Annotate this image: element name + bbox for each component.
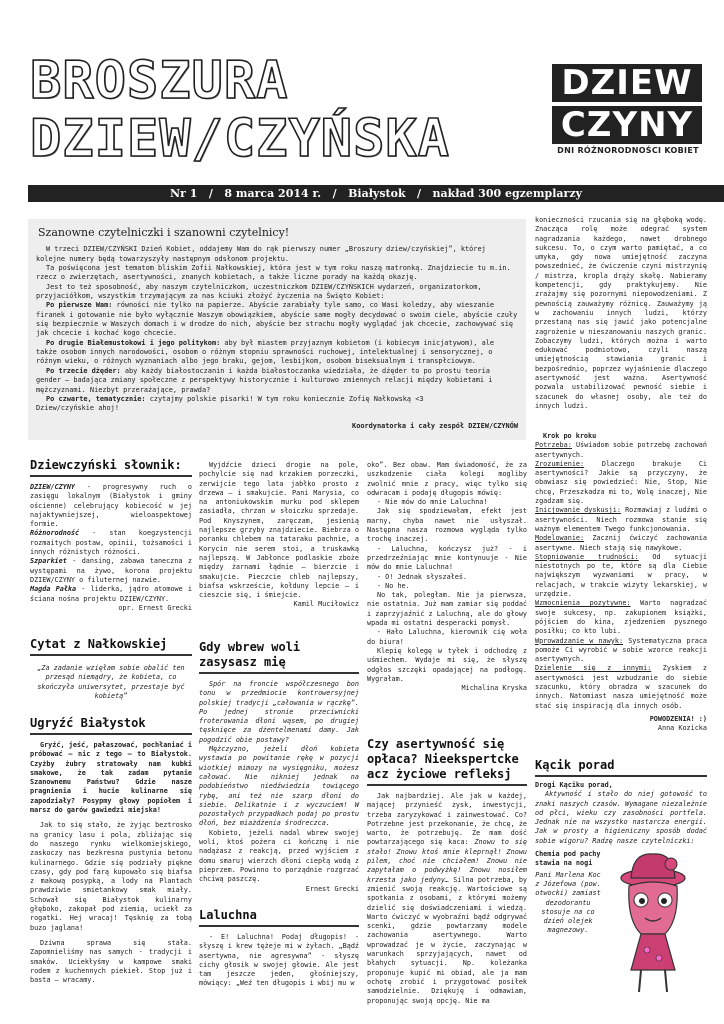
col2-top <box>199 461 359 610</box>
cytat-text: „Za zadanie wzięłam sobie obalić ten przesąd niemądry, że kobieta, co skończyła uniwersytet, przestaje być kobietą” <box>37 664 185 700</box>
wbrew-lead: Spór na froncie współczesnego bon tonu w przedmiocie kontrowersyjnej polskiej tradycji „całowania w rączkę”. Po jednej stronie przeciwnicki froterowania dłoni wąsem, po drugiej tęsknięce za dżentelmenami damy. Jak pogodzić obie postawy? <box>199 680 359 744</box>
greeting-closing: Dziew/czyńskie ahoj! <box>36 404 119 413</box>
laluchna-line: - O! Jednak słyszałeś. <box>377 572 468 581</box>
laluchna-line: - Laluchna, kończysz już? - i przedrzeźniając mnie kontynuuje - Nie mów do mnie Laluchna! <box>367 544 527 572</box>
masthead-line-1: BROSZURA <box>30 51 289 111</box>
krok-item: Zrozumienie: Dlaczego brakuje Ci asertywności? Jakie są przyczyny, że obawiasz się powiedzieć: Nie, Stop, Nie chcę, Przeszkadza mi to, Wolę inaczej, Nie zgadzam się. <box>535 459 707 506</box>
krok-item: Wprowadzanie w nawyk: Systematyczna praca pomoże Ci wyrobić w sobie wzorce reakcji asertywnych. <box>535 636 707 664</box>
czy-section <box>367 737 527 1006</box>
masthead <box>30 52 530 168</box>
kacik-answer: Pani Marlena Koc z Józefowa (pow. otwocki) zamiast dezodorantu stosuje na co dzień olejek magnezowy. <box>535 870 601 935</box>
laluchna-paragraph: - E! Laluchna! Podaj długopis! - słyszę i krew tężeje mi w żyłach. „Bądź asertywna, nie agresywna” - słyszę cichy głosik w swojej głowie. Ale jest tam jeszcze jeden, głośniejszy, mówiący: „Weź ten długopis i wbij mu w <box>199 933 359 988</box>
wish-3: Po trzecie dżęder: aby każdy białostoczanin i każda białostoczanka wiedziała, że dżęder to po prostu teoria gender – badająca zmiany społeczne z perspektywy historycznie i kulturowo zmiennych relacji między kobietami i mężczyznami. Niezbyt przerażające, prawda? <box>36 366 493 394</box>
logo-word-1: DZIEW <box>552 64 702 102</box>
cytat-section <box>30 637 192 701</box>
dziewczyny-logo <box>552 64 704 155</box>
greeting-paragraph: Jest to też sposobność, aby naszym czytelniczkom, uczestniczkom DZIEW/CZYŃSKICH wydarzeń, organizatorkom, przyjaciółkom, wszystkim trzymającym za nas kciuki złożyć życzenia na Święto Kobiet: <box>36 282 482 301</box>
masthead-line-2: DZIEW/CZYŃSKA <box>30 109 450 169</box>
ugryz-paragraph: Dziwna sprawa się stała. Zapomnieliśmy nas samych - tradycji i smaków. Uciekłyśmy w kampowe smaki rodem z kuchennych piekieł. Stop już i basta – wracamy. <box>30 938 192 985</box>
wbrew-advice: Mężczyzno, jeżeli dłoń kobieta wystawia po powitanie rękę w pozycji wiotkiej mimozy na wysięgniku, możesz całować. Nie nikniej jednak na podobieństwo niedźwiedzia towiącego rybę, ani też nie szarp dłoni do siebie. Delikatnie i z wyczuciem! W pozostałych przypadkach podaj po prostu dłoń, bez miażdżenia środreczca. <box>199 745 359 828</box>
kacik-subtitle: Chemia pod pachy stawia na nogi <box>535 850 601 868</box>
ugryz-lead: Gryźć, jeść, pałaszować, pochłaniać i próbować – nic z tego – to Białystok. Czyżby żubry stratowały nam kubki smakowe, że tak zadam pytanie Szanownemu Państwu? Gdzie nasze pragnienia i hucie kulinarne się zapodziały? Posypmy głowy popiołem i marsz do garów gawiedzi miejska! <box>30 741 192 815</box>
wbrew-author: Ernest Grecki <box>305 884 359 893</box>
wish-4: Po czwarte, tematycznie: czytajmy polskie pisarki! W tym roku koniecznie Zofię Nałkowską <3 <box>46 394 424 403</box>
ugryz-paragraph: Jak to się stało, że żyjąc beztrosko na granicy lasu i pola, zbliżając się do naszego rynku wielkomiejskiego, zaskoczy nas bezkresna pustynia betonu kulinarnego. Gdzie się podziały piękne czasy, gdy pod farą kupowało się biafsa z makową posypką, a lody na Plantach prawdziwie smietankowy smak miały. Schował się Białystok kulinarny głęboko, zakopał pod ziemią, uciekł za rogatki. Hej wracaj! Tęsknię za tobą buzo jaglana! <box>30 821 192 932</box>
kacik-title: Kącik porad <box>535 758 707 777</box>
laluchna-line: No tak, poległam. Nie ja pierwsza, nie ostatnia. Już mam zamiar się poddać i zaprzyjaźnić z Laluchną, ale do głowy wpada mi ostatni desperacki pomysł. <box>367 591 527 628</box>
logo-word-2: CZYNY <box>552 106 702 144</box>
slownik-title: Dziewczyński słownik: <box>30 458 192 477</box>
krok-item: Modelowanie: Zacznij ćwiczyć zachowania asertywne. Niech stają się nawykowe. <box>535 534 707 552</box>
kacik-salutation: Drogi Kąciku porad, <box>535 781 613 789</box>
greeting-paragraph: W trzeci DZIEW/CZYŃSKI Dzień Kobiet, oddajemy Wam do rąk pierwszy numer „Broszury dziew/czyńskiej”, której kolejne numery będą towarzyszyły następnym odsłonom projektu. <box>36 245 486 263</box>
wish-1: Po pierwsze Wam: równości nie tylko na papierze. Abyście zarabiały tyle samo, co Wasi koledzy, aby wieszanie firanek i gotowanie nie było wyłącznie Waszym obowiązkiem, abyście same mogły decydować o swoim ciele, abyście czuły się bezpiecznie w Waszych domach i w drodze do nich, abyście bez strachu mogły wyglądać jak chcecie, zachowywać się jak chcecie i kochać kogo chcecie. <box>36 301 518 338</box>
kacik-question: Aktywność i stało do niej gotowość to znaki naszych czasów. Wymagane niezależnie od płci, wieku czy zasobności portfela. Jednak nie na wszystko nastarcza energii. Jak w prosty a higieniczny sposób dodać sobie wigoru? Radzę nasze czytelniczki: <box>535 790 707 845</box>
greeting-signature: Koordynatorka i cały zespół DZIEW/CZYNÓW <box>352 421 518 430</box>
laluchna-line: - Hało Laluchna, kierownik cię woła do biura! <box>367 628 527 646</box>
logo-subtitle: DNI RÓŻNORODNOŚCI KOBIET <box>557 146 699 155</box>
right-column-top <box>535 216 707 411</box>
col2-author: Kamil Muciłowicz <box>293 600 359 609</box>
krok-item: Dzielenie się z innymi: Zyskiem z asertywności jest wzbudzanie do siebie szacunku, który obradza w szacunek do innych. Natomiast nasza umiejętność może stać się inspiracją dla innych osób. <box>535 664 707 710</box>
col2-paragraph: Wyjdźcie dzieci drogie na pole, pochylcie się nad krzakiem porzeczki, zerwijcie tego lata jabłko prosto z drzewa – i smakujcie. Pani Marysia, co na antoniukowskim murku pod sklepem zasiadła, chrzan w słoiczku sprzedaje. Pod Knyszynem, zaręczam, jesienią najlepsze grzyby znajdziecie. Biebrza o poranku chlebem na tataraku pachnie, a Korycin nie serem stoi, a truskawką najlepszą. W Jabłonce podlaskie zboże między żarnami łądnie – bierzcie i smakujcie. Pieczcie chleb najlepszy, biafsa wskrzeście, kołduny lepcie – i cieszcie się, i śmiejcie. <box>199 461 359 600</box>
greeting-box <box>28 219 526 440</box>
krok-author: Anna Kozicka <box>657 724 707 733</box>
krok-item: Wzmocnienia pozytywne: Warto nagradzać swoje sukcesy, np. zakupionem książki, pójściem do kina, zjedzeniem pysznego posiłku; co kto lubi. <box>535 599 707 636</box>
czy-paragraph: Jak najbardziej. Ale jak w każdej, mającej przynieść zysk, inwestycji, trzeba zaryzykować i zainwestować. Co? Potrzebne jest przekonanie, że chcę, że warto, że potrzebuję. Że mam dość powtarzającego się kaca: Znowu to się stało! Znowu ktoś mnie kleprnął! Znowu pilem, choć nie chciałem! Znowu nie zapytałam o podwyżkę! Znowu nosiłem krzesta jako jedyny… Silna potrzeba, by zmienić swoją reakcję. Wartościowe są spotkania z osobami, z którymi możemy dzielić się doświadczeniami i wiedzą. Warto ćwiczyć w wyobraźni bądź odgrywać scenki, gdzie powtarzamy modele zachowania asertywnego. Warto wprowadzać je w życie, zaczynając w warunkach sprzyjających, nawet od błahych sytuacji. Np. koleżanka proponuje kupić mi obiad, ale ja mam ochotę zrobić i przygotować posiłek samodzielnie. Dziękuję i odmawiam, proponując swoją opcję. Nie ma <box>367 792 528 1005</box>
wish-2: Po drugie Białemustokowi i jego politykom: aby był miastem przyjaznym kobietom (i kobiecym inicjatywom), ale także osobom innych narodowości, osobom o różnym stopniu sprawności ruchowej, intelektualnej i sensorycznej, o różnym wieku, o różnych wyznaniach albo jego braku, gejom, lesbijkom, osobom biseksualnym i transpłciowym. <box>36 338 495 366</box>
krok-item: Potrzeba: Uświadom sobie potrzebę zachowań asertywnych. <box>535 441 707 459</box>
ugryz-section <box>30 716 192 985</box>
krok-title: Krok po kroku <box>543 432 597 440</box>
laluchna-author: Michalina Kryska <box>461 684 527 693</box>
asertywnosc-text: konieczności rzucania się na głęboką wodę. Znacząca rolę może odegrać system nagradzania każdego, nawet drobnego sukcesu. To, o czym warto pamiętać, a co umyka, gdy nowa umiejętność zaczyna powszednieć, że ćwiczenie czyni mistrzynię / mistrza, kropla drąży skałę. Nabieramy kompetencji, gdy praktykujemy. Nie zrażajmy się pozornymi niepowodzeniami. Z pewnością zauważymy różnicę. Zauważymy ją w zachowaniu innych ludzi, którzy przestaną nas się jawić jako potencjalne zagrożenie w nieszanowaniu naszych granic. Zobaczymy ludzi, których można i warto edukować podmiotowo, czyli naszą umiejętnością stawiania granic i bezpośrednio, poprzez wyjaśnienie dlaczego asertywność jest ważna. Asertywność pozwala ustabilizować pewność siebie i szacunek do własnej osoby, ale też do innych ludzi. <box>535 216 707 410</box>
wbrew-title: Gdy wbrew woli zasysasz mię <box>199 640 359 674</box>
krok-item: Inicjowanie dyskusji: Rozmawiaj z ludźmi o asertywności. Niech rozmowa stanie się ważnym elementem Twego funkcjonowania. <box>535 506 708 533</box>
wbrew-section <box>199 640 359 894</box>
greeting-title: Szanowne czytelniczki i szanowni czytelnicy! <box>38 226 290 239</box>
issue-bar: Nr 1 / 8 marca 2014 r. / Białystok / nakład 300 egzemplarzy <box>28 185 724 202</box>
slownik-section <box>30 458 192 613</box>
krok-sign-1: POWODZENIA! :) <box>649 714 707 723</box>
laluchna-section <box>199 908 359 989</box>
slownik-entry: Szparkiet - dansing, zabawa taneczna z występami na żywo, korona projektu DZIEW/CZYNY o filuternej nazwie. <box>30 557 192 584</box>
slownik-entry: Magda Pałka - liderka, jądro atomowe i ściana nośna projektu DZIEW/CZYNY. <box>30 585 192 603</box>
girl-illustration <box>601 850 705 1000</box>
slownik-entry: DZIEW/CZYNY - progresywny ruch o zasięgu lokalnym (Białystok i gminy ościenne) celebrujący kobiecość w jej najaktywniejszej, wieloaspektowej formie. <box>30 483 192 529</box>
slownik-author: opr. Ernest Grecki <box>118 603 192 612</box>
cytat-title: Cytat z Nałkowskiej <box>30 637 192 656</box>
laluchna-line: Jak się spodziewałam, efekt jest marny, chyba nawet nie usłyszał. Następna nasza rozmowa wygląda tylko trochę inaczej. <box>367 507 527 544</box>
laluchna-line: - No he. <box>377 581 410 590</box>
laluchna-cont: oko”. Bez obaw. Mam świadomość, że za uszkodzenie ciała kolegi mogliby zwolnić mnie z pracy, więc tylko się odwracam i podaję długopis mówię: <box>367 461 527 497</box>
greeting-paragraph: Ta poświęcona jest tematom bliskim Zofii Nałkowskiej, która jest w tym roku naszą matronką. Znajdziecie tu m.in. rzecz o zwierzętach, asertywności, znanych kobietach, a także liczne porady na każdą okazję. <box>36 264 511 282</box>
czy-title: Czy asertywność się opłaca? Nieekspertcke acz życiowe refleksj <box>367 737 527 786</box>
slownik-entry: Różnorodność - stan koegzystencji rozmaitych postaw, opinii, tożsamości i innych różnistych różności. <box>30 529 192 557</box>
laluchna-line: - Nie mów do mnie Laluchna! <box>377 498 488 507</box>
col3-top <box>367 461 527 693</box>
krok-item: Stopniowanie trudności: Od sytuacji niestotnych po te, które są dla Ciebie największym wyzwaniami w pracy, w relacjach, w trakcie wizyty lekarskiej, w urzędzie. <box>535 552 708 599</box>
kacik-porad <box>535 758 707 1000</box>
laluchna-line: Klepię kolegę w tyłek i odchodzę z uśmiechem. Wydaje mi się, że słyszę odgłos szczęki opadającej na podłogę. Wygrałam. <box>367 646 527 683</box>
laluchna-title: Laluchna <box>199 908 359 927</box>
wbrew-paragraph: Kobieto, jeżeli nadal wbrew swojej woli, ktoś pożera ci kończnę i nie nadążasz z reakcją, przed wyjściem z domu smaruj wierzch dłoni ciepłą wodą z pieprzem. Powinno to porządnie rozgrzać chciwą paszczę. <box>199 828 359 884</box>
krok-po-kroku <box>535 432 707 734</box>
ugryz-title: Ugryźć Białystok <box>30 716 192 735</box>
